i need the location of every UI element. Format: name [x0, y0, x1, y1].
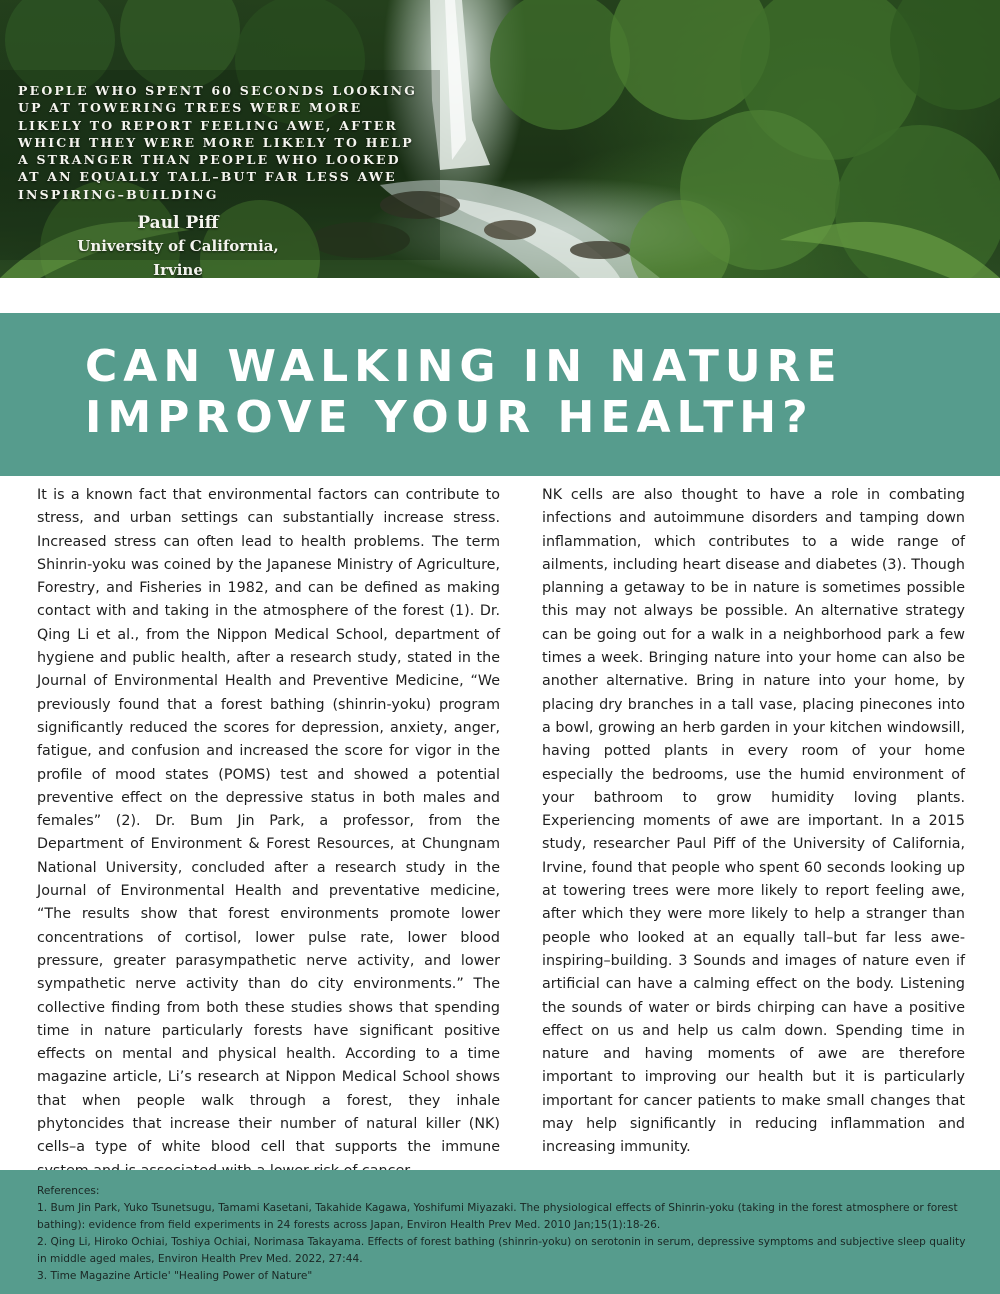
quote-author-affiliation: University of California, Irvine — [77, 237, 279, 278]
reference-item: 2. Qing Li, Hiroko Ochiai, Toshiya Ochiai, Norimasa Takayama. Effects of forest bathing (shinrin-yoku) on serotonin in serum, depressive symptoms and subjective sleep quality in middle aged males, Environ Health Prev Med. 2022, 27:44. — [37, 1236, 966, 1265]
hero-banner — [0, 0, 1000, 278]
article-right-column: NK cells are also thought to have a role in combating infections and autoimmune disorders and tamping down inflammation, which contributes to a wide range of ailments, including heart disease and diabetes (3). Though planning a getaway to be in nature is sometimes possible this may not always be possible. An alternative strategy can be going out for a walk in a neighborhood park a few times a week. Bringing nature into your home can also be another alternative. Bring in nature into your home, by placing dry branches in a tall vase, placing pinecones into a bowl, growing an herb garden in your kitchen windowsill, having potted plants in every room of your home especially the bedrooms, use the humid environment of your bathroom to grow humidity loving plants. Experiencing moments of awe are important. In a 2015 study, researcher Paul Piff of the University of California, Irvine, found that people who spent 60 seconds looking up at towering trees were more likely to report feeling awe, after which they were more likely to help a stranger than people who looked at an equally tall–but far less awe-inspiring–building. 3 Sounds and images of nature even if artificial can have a calming effect on the body. Listening the sounds of water or birds chirping can have a positive effect on us and help us calm down. Spending time in nature and having moments of awe are therefore important to improving our health but it is particularly important for cancer patients to make small changes that may help significantly in reducing inflammation and increasing immunity. — [542, 487, 965, 1156]
references-heading: References: — [37, 1185, 100, 1197]
title-band — [0, 313, 1000, 476]
article-left-column: It is a known fact that environmental factors can contribute to stress, and urban settings can substantially increase stress. Increased stress can often lead to health problems. The term Shinrin-yoku was coined by the Japanese Ministry of Agriculture, Forestry, and Fisheries in 1982, and can be defined as making contact with and taking in the atmosphere of the forest (1). Dr. Qing Li et al., from the Nippon Medical School, department of hygiene and public health, after a research study, stated in the Journal of Environmental Health and Preventive Medicine, “We previously found that a forest bathing (shinrin-yoku) program significantly reduced the scores for depression, anxiety, anger, fatigue, and confusion and increased the score for vigor in the profile of mood states (POMS) test and showed a potential preventive effect on the depressive status in both males and females” (2). Dr. Bum Jin Park, a professor, from the Department of Environment & Forest Resources, at Chungnam National University, concluded after a research study in the Journal of Environmental Health and preventative medicine, “The results show that forest environments promote lower concentrations of cortisol, lower pulse rate, lower blood pressure, greater parasympathetic nerve activity, and lower sympathetic nerve activity than do city environments.” The collective finding from both these studies shows that spending time in nature particularly forests have significant positive effects on mental and physical health. According to a time magazine article, Li’s research at Nippon Medical School shows that when people walk through a forest, they inhale phytoncides that increase their number of natural killer (NK) cells–a type of white blood cell that supports the immune — [37, 487, 500, 1156]
quote-author-name: Paul Piff — [137, 213, 219, 233]
reference-item: 1. Bum Jin Park, Yuko Tsunetsugu, Tamami Kasetani, Takahide Kagawa, Yoshifumi Miyazaki. The physiological effects of Shinrin-yoku (taking in the forest atmosphere or forest bathing): evidence from field experiments in 24 forests across Japan, Environ Health Prev Med. 2010 Jan;15(1):18-26. — [37, 1202, 958, 1231]
hero-attribution — [60, 212, 296, 278]
page-title: CAN WALKING IN NATURE IMPROVE YOUR HEALTH? — [85, 341, 843, 443]
hero-quote: PEOPLE WHO SPENT 60 SECONDS LOOKING UP AT TOWERING TREES WERE MORE LIKELY TO REPORT FEELING AWE, AFTER WHICH THEY WERE MORE LIKELY TO HELP A STRANGER THAN PEOPLE WHO LOOKED AT AN EQUALLY TALL–BUT FAR LESS AWE INSPIRING–BUILDING — [18, 83, 418, 202]
references-section — [0, 1170, 1000, 1294]
reference-item: 3. Time Magazine Article' "Healing Power of Nature" — [37, 1270, 313, 1282]
